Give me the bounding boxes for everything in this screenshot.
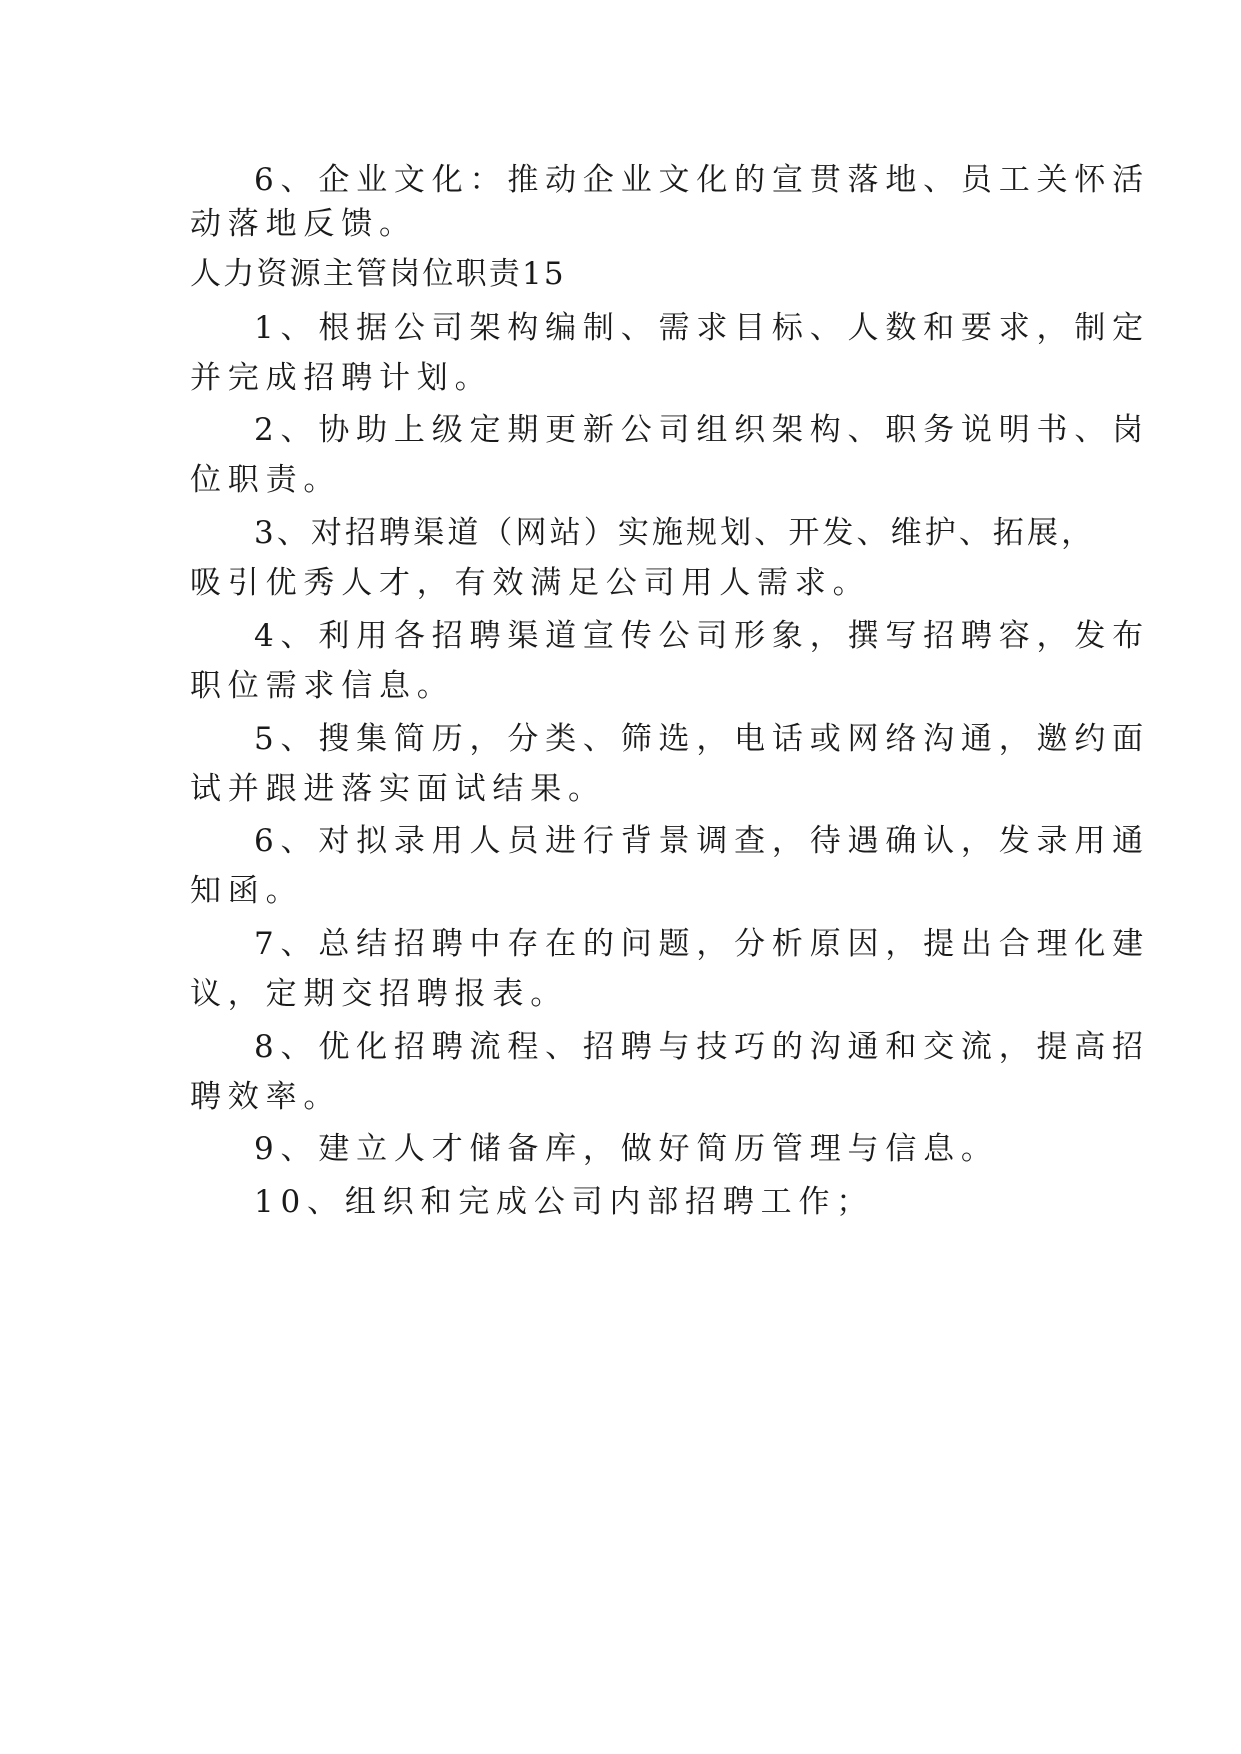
paragraph-line: 5、搜集简历，分类、筛选，电话或网络沟通，邀约面 — [254, 721, 1150, 757]
paragraph-line: 9、建立人才储备库，做好简历管理与信息。 — [254, 1131, 999, 1167]
paragraph-line: 议，定期交招聘报表。 — [190, 976, 568, 1012]
paragraph-line: 3、对招聘渠道（网站）实施规划、开发、维护、拓展， — [254, 515, 1096, 551]
paragraph-line: 4、利用各招聘渠道宣传公司形象，撰写招聘容，发布 — [254, 618, 1150, 654]
paragraph-line: 吸引优秀人才，有效满足公司用人需求。 — [190, 565, 871, 601]
paragraph-line: 6、企业文化：推动企业文化的宣贯落地、员工关怀活 — [254, 162, 1150, 198]
paragraph-line: 7、总结招聘中存在的问题，分析原因，提出合理化建 — [254, 926, 1150, 962]
paragraph-line: 知函。 — [190, 873, 304, 909]
paragraph-line: 2、协助上级定期更新公司组织架构、职务说明书、岗 — [254, 412, 1150, 448]
section-heading: 人力资源主管岗位职责15 — [190, 256, 566, 292]
paragraph-line: 动落地反馈。 — [190, 206, 417, 242]
paragraph-line: 10、组织和完成公司内部招聘工作； — [254, 1184, 875, 1220]
paragraph-line: 并完成招聘计划。 — [190, 360, 493, 396]
paragraph-line: 试并跟进落实面试结果。 — [190, 771, 606, 807]
paragraph-line: 1、根据公司架构编制、需求目标、人数和要求，制定 — [254, 310, 1150, 346]
paragraph-line: 8、优化招聘流程、招聘与技巧的沟通和交流，提高招 — [254, 1029, 1150, 1065]
paragraph-line: 职位需求信息。 — [190, 668, 455, 704]
paragraph-line: 聘效率。 — [190, 1079, 342, 1115]
paragraph-line: 位职责。 — [190, 462, 342, 498]
paragraph-line: 6、对拟录用人员进行背景调查，待遇确认，发录用通 — [254, 823, 1150, 859]
